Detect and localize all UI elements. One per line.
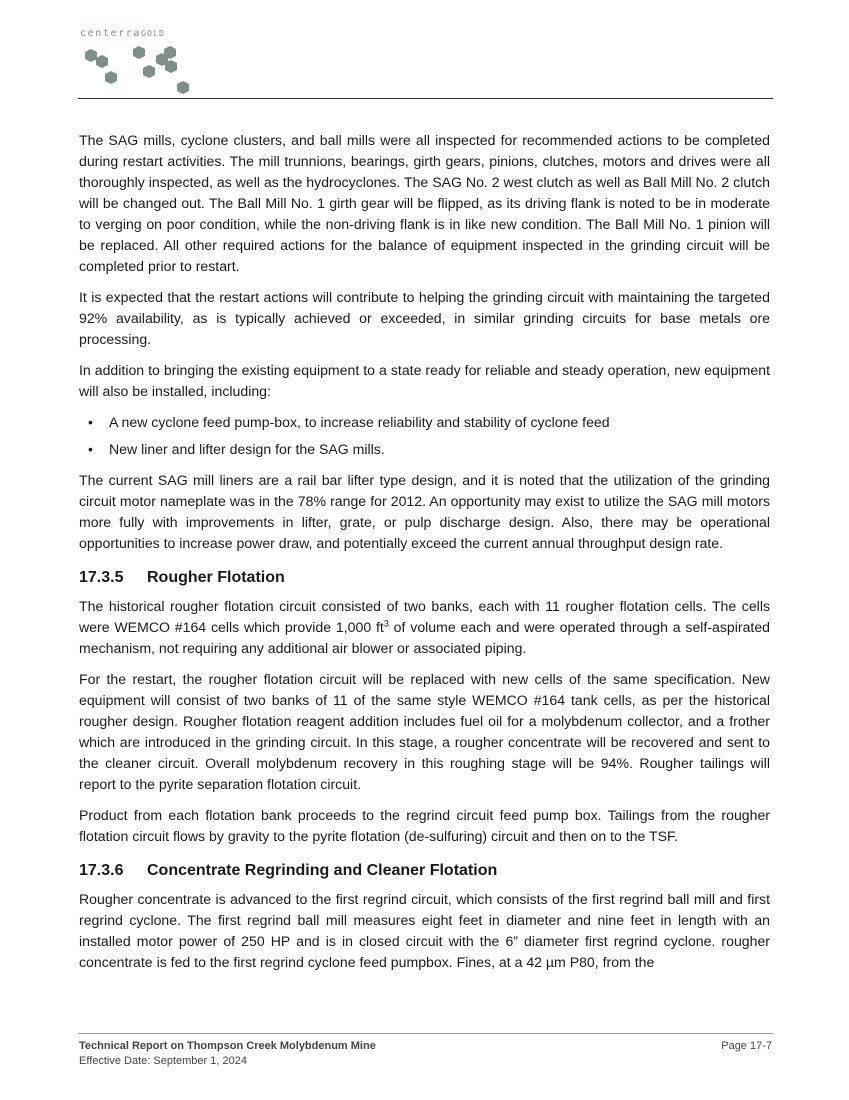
header-rule — [78, 98, 773, 99]
paragraph-restart-rougher: For the restart, the rougher flotation circuit will be replaced with new cells of the same specification. New equipment will consist of two banks of 11 of the same style WEMCO #164 tank cells, as per the historical rougher design. Rougher flotation reagent addition includes fuel oil for a molybdenum collector, and a frother which are introduced in the grinding circuit. In this stage, a rougher concentrate will be recovered and sent to the cleaner circuit. Overall molybdenum recovery in this roughing stage will be 94%. Rougher tailings will report to the pyrite separation flotation circuit. — [79, 671, 770, 792]
list-item — [79, 439, 770, 460]
list-item-text: New liner and lifter design for the SAG mills. — [109, 441, 385, 457]
logo-word: centerra — [80, 28, 141, 39]
logo-gold: GOLD — [140, 29, 166, 38]
section-heading-rougher-flotation — [79, 568, 770, 588]
list-item — [79, 412, 770, 433]
effective-date: Effective Date: September 1, 2024 — [79, 1055, 247, 1067]
bullet-icon: • — [88, 441, 93, 457]
paragraph-historical-rougher — [79, 596, 770, 659]
paragraph-liners: The current SAG mill liners are a rail bar lifter type design, and it is noted that the utilization of the grinding circuit motor nameplate was in the 78% range for 2012. An opportunity may exist to utilize the SAG mill motors more fully with improvements in lifter, grate, or pulp discharge design. Also, there may be operational opportunities to increase power draw, and potentially exceed the current annual throughput design rate. — [79, 472, 770, 551]
paragraph-mills-inspection: The SAG mills, cyclone clusters, and ball mills were all inspected for recommended actions to be completed during restart activities. The mill trunnions, bearings, girth gears, pinions, clutches, motors and drives were all thoroughly inspected, as well as the hydrocyclones. The SAG No. 2 west clutch as well as Ball Mill No. 2 clutch will be changed out. The Ball Mill No. 1 girth gear will be flipped, as its driving flank is noted to be in moderate to verging on poor condition, while the non-driving flank is in like new condition. The Ball Mill No. 1 pinion will be replaced. All other required actions for the balance of equipment inspected in the grinding circuit will be completed prior to restart. — [79, 132, 770, 274]
paragraph-regrind-circuit: Rougher concentrate is advanced to the first regrind circuit, which consists of the first regrind ball mill and first regrind cyclone. The first regrind ball mill measures eight feet in diameter and nine feet in length with an installed motor power of 250 HP and is in closed circuit with the 6” diameter first regrind cyclone. rougher concentrate is fed to the first regrind cyclone feed pumpbox. Fines, at a 42 µm P80, from the — [79, 891, 770, 970]
company-logo-text — [80, 28, 165, 39]
section-number: 17.3.5 — [79, 569, 124, 586]
bullet-icon: • — [88, 414, 93, 430]
footer-rule — [78, 1033, 773, 1034]
document-body — [79, 130, 770, 983]
section-heading-regrinding — [79, 861, 770, 881]
paragraph-new-equipment: In addition to bringing the existing equipment to a state ready for reliable and steady operation, new equipment will also be installed, including: — [79, 362, 770, 399]
report-title: Technical Report on Thompson Creek Molybdenum Mine — [79, 1040, 376, 1052]
page-footer — [79, 1039, 376, 1069]
text-run: of volume each and were operated through a self-aspirated mechanism, not requiring any additional air blower or associated piping. — [79, 619, 771, 656]
list-item-text: A new cyclone feed pump-box, to increase reliability and stability of cyclone feed — [109, 414, 610, 430]
text-run: The historical rougher flotation circuit consisted of two banks, each with 11 rougher flotation cells. The cells were WEMCO #164 cells which provide 1,000 ft — [79, 598, 770, 635]
page-header — [78, 28, 773, 98]
section-title: Concentrate Regrinding and Cleaner Flotation — [147, 862, 498, 879]
paragraph-product-flow: Product from each flotation bank proceeds to the regrind circuit feed pump box. Tailings from the rougher flotation circuit flows by gravity to the pyrite flotation (de-sulfuring) circuit and then on to the TSF. — [79, 807, 770, 844]
section-number: 17.3.6 — [79, 862, 124, 879]
paragraph-availability: It is expected that the restart actions will contribute to helping the grinding circuit with maintaining the targeted 92% availability, as is typically achieved or exceeded, in similar grinding circuits for base metals ore processing. — [79, 289, 770, 347]
new-equipment-list — [79, 412, 770, 460]
section-title: Rougher Flotation — [147, 569, 285, 586]
hexagon-logo-icon — [78, 42, 198, 98]
page-number: Page 17-7 — [721, 1040, 772, 1052]
superscript: 3 — [383, 618, 389, 629]
